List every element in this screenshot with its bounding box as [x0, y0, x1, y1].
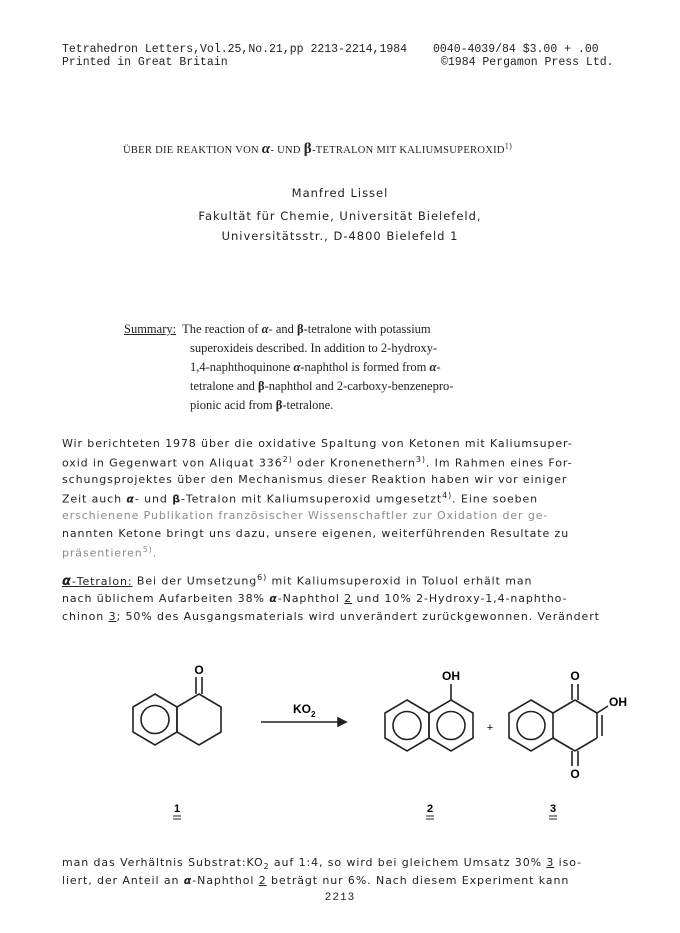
summary-line: Summary: The reaction of α- and β-tetralone with potassium: [124, 322, 431, 336]
paper-title: [123, 141, 512, 158]
reaction-arrow: [261, 718, 346, 726]
beta-symbol: β: [172, 492, 181, 506]
body-line: präsentieren$^{5)}$.: [62, 545, 158, 560]
compound-ref: 2: [344, 592, 353, 605]
printed-in: Printed in Great Britain: [62, 56, 228, 69]
beta-symbol: β: [275, 398, 283, 412]
alpha-tetralone-structure: [133, 677, 221, 745]
beta-symbol: β: [297, 322, 304, 336]
beta-symbol: β: [258, 379, 265, 393]
oxygen-label-1: O: [194, 663, 204, 677]
summary-line: pionic acid from β-tetralone.: [190, 398, 334, 412]
summary-line: 1,4-naphthoquinone α-naphthol is formed from α-: [190, 360, 441, 374]
beta-symbol: β: [303, 141, 312, 157]
body-line: schungsprojektes über den Mechanismus dieser Reaktion haben wir vor einiger: [62, 473, 568, 486]
summary-line: superoxideis described. In addition to 2-hydroxy-: [190, 341, 438, 355]
issn-price: 0040-4039/84 $3.00 + .00: [433, 43, 599, 56]
alpha-symbol: α: [429, 360, 437, 374]
title-part: -TETRALON MIT KALIUMSUPEROXID: [311, 145, 505, 156]
body-line: oxid in Gegenwart von Aliquat 336$^{2)}$ oder Kronenethern$^{3)}$. Im Rahmen eines For-: [62, 455, 573, 470]
summary-label: Summary:: [124, 322, 177, 336]
alpha-symbol: α: [293, 360, 301, 374]
alpha-symbol: α: [183, 874, 193, 887]
plus-sign: +: [486, 722, 494, 734]
body-line: liert, der Anteil an α-Naphthol 2 beträgt nur 6%. Nach diesem Experiment kann: [62, 874, 570, 887]
reaction-scheme: [0, 660, 680, 830]
body-line: nannten Ketone bringt uns dazu, unsere eigenen, weiterführenden Resultate zu: [62, 527, 570, 540]
oxygen-label-3b: O: [570, 767, 580, 781]
compound-number-2: 2: [426, 803, 434, 815]
body-line: Zeit auch α- und β-Tetralon mit Kaliumsuperoxid umgesetzt$^{4)}$. Eine soeben: [62, 491, 539, 506]
body-line: erschienene Publikation französischer Wissenschaftler zur Oxidation der ge-: [62, 509, 549, 522]
title-part: - UND: [270, 145, 301, 156]
address: Universitätsstr., D-4800 Bielefeld 1: [221, 229, 459, 243]
body-line: man das Verhältnis $Substrat:KO_2$ auf 1:4, so wird bei gleichem Umsatz 30% 3 iso-: [62, 856, 582, 872]
hydroxyl-label-3: OH: [609, 695, 627, 709]
oxygen-label-3a: O: [570, 669, 580, 683]
alpha-symbol: α: [261, 141, 271, 157]
compound-ref: 3: [108, 610, 117, 623]
title-part: ÜBER DIE REAKTION VON: [123, 145, 259, 156]
journal-citation: Tetrahedron Letters,Vol.25,No.21,pp 2213-2214,1984: [62, 43, 408, 56]
hydroxyl-label-2: OH: [442, 669, 460, 683]
summary-line: tetralone and β-naphthol and 2-carboxy-benzenepro-: [190, 379, 454, 393]
affiliation: Fakultät für Chemie, Universität Bielefeld,: [198, 209, 482, 223]
compound-number-1: 1: [173, 803, 181, 815]
section-line: α-Tetralon: Bei der Umsetzung$^{6)}$ mit Kaliumsuperoxid in Toluol erhält man: [62, 573, 533, 589]
alpha-symbol: α: [62, 573, 72, 589]
alpha-symbol: α: [269, 592, 278, 605]
copyright: ©1984 Pergamon Press Ltd.: [441, 56, 614, 69]
compound-ref: 3: [546, 856, 555, 869]
footnote-ref: 1): [504, 141, 513, 151]
body-line: Wir berichteten 1978 über die oxidative Spaltung von Ketonen mit Kaliumsuper-: [62, 437, 573, 450]
compound-number-3: 3: [549, 803, 557, 815]
body-line: nach üblichem Aufarbeiten 38% α-Naphthol 2 und 10% 2-Hydroxy-1,4-naphtho-: [62, 592, 568, 605]
alpha-symbol: α: [126, 492, 135, 506]
hydroxy-naphthoquinone-structure: [509, 684, 608, 766]
body-line: chinon 3; 50% des Ausgangsmaterials wird unverändert zurückgewonnen. Verändert: [62, 610, 600, 623]
section-heading: α-Tetralon:: [62, 573, 133, 589]
alpha-symbol: α: [261, 322, 269, 336]
alpha-naphthol-structure: [385, 684, 473, 751]
page-number: 2213: [324, 892, 356, 904]
reagent-label: $KO_2$: [293, 702, 316, 719]
author-name: Manfred Lissel: [291, 186, 389, 200]
compound-ref: 2: [258, 874, 267, 887]
